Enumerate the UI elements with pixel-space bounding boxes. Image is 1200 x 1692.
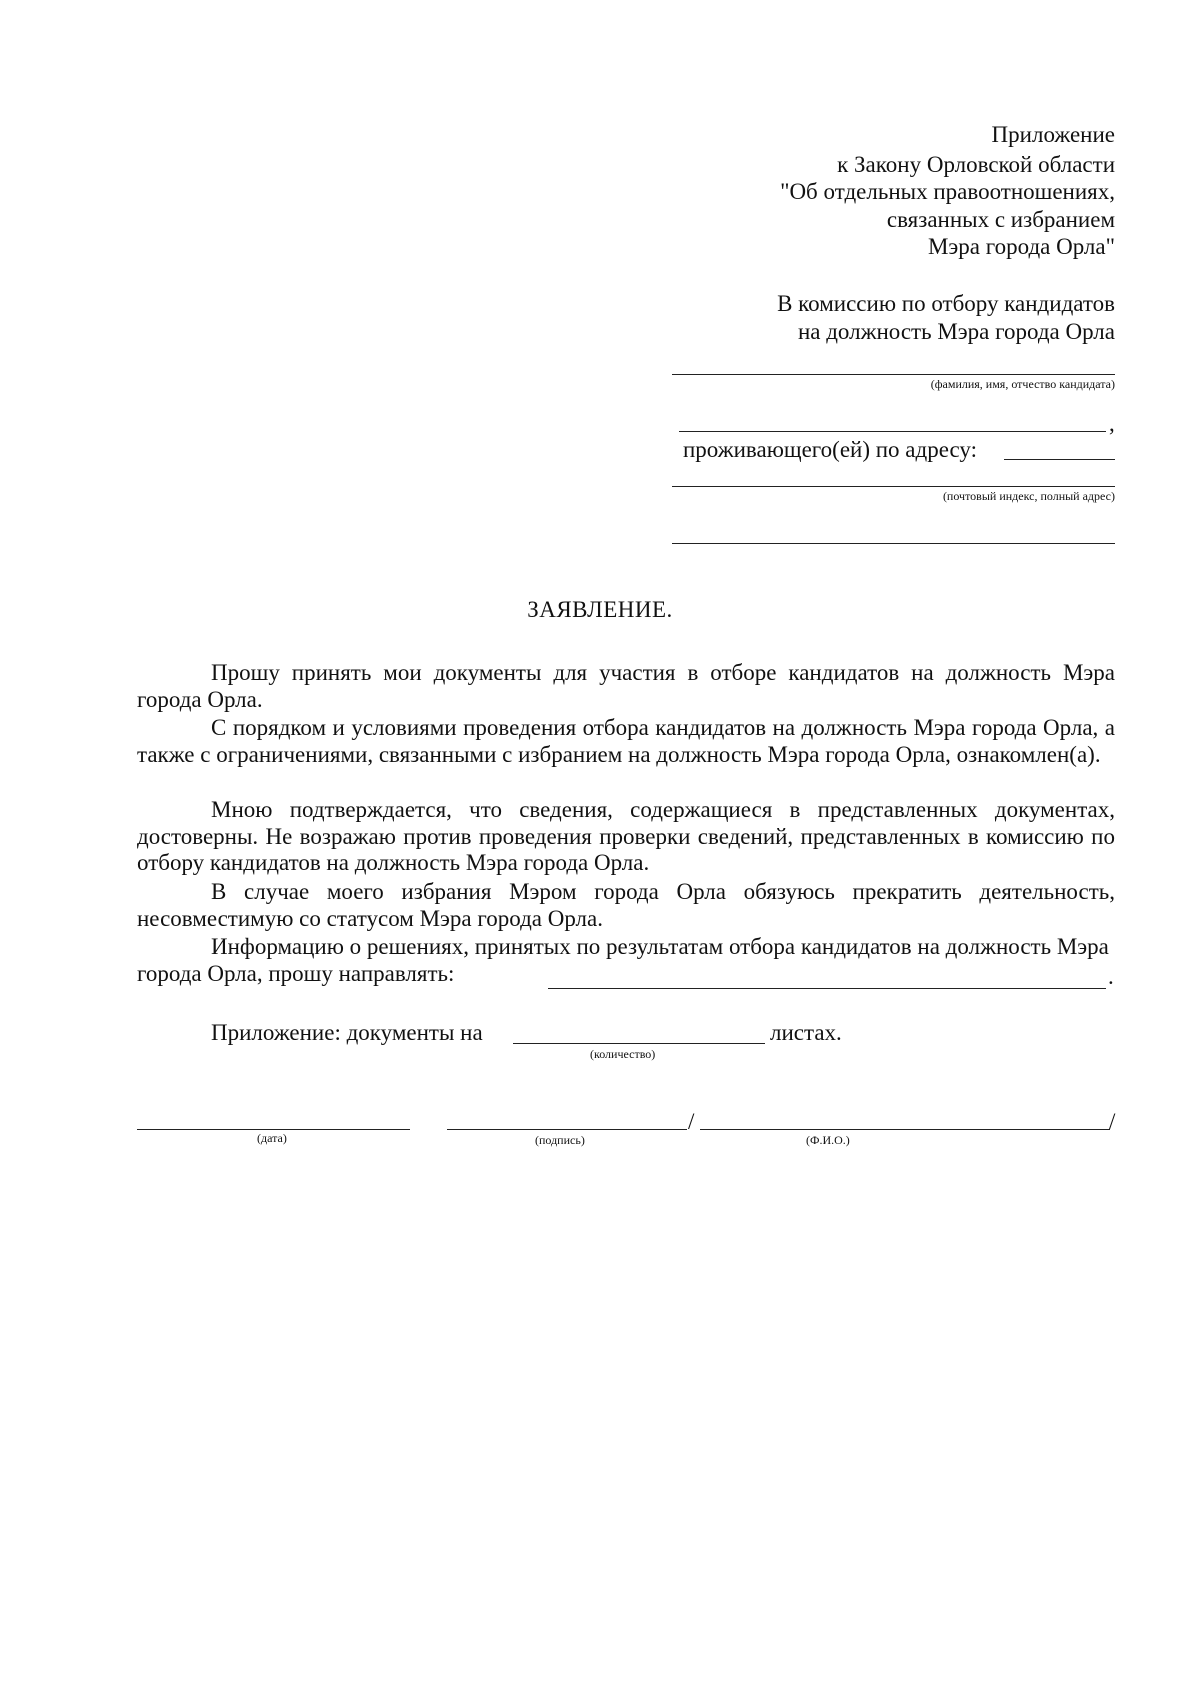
statement-title: ЗАЯВЛЕНИЕ. — [527, 597, 673, 622]
attachment-count-caption: (количество) — [590, 1047, 656, 1061]
appendix-label: Приложение — [991, 122, 1115, 147]
paragraph-4: В случае моего избрания Мэром города Орла обязуюсь прекратить деятельность, несовместимую со статусом Мэра города Орла. — [137, 879, 1115, 931]
signature-slash: / — [688, 1109, 695, 1134]
paragraph-5-end: . — [1108, 964, 1114, 989]
paragraph-5-text: Информацию о решениях, принятых по результатам отбора кандидатов на должность Мэра города Орла, прошу направлять: — [137, 934, 1109, 986]
residing-label: проживающего(ей) по адресу: — [683, 437, 977, 462]
paragraph-3: Мною подтверждается, что сведения, содержащиеся в представленных документах, достоверны. Не возражаю против проведения проверки сведений, представленных в комиссию по отбору кандидатов на должность Мэра города Орла. — [137, 797, 1115, 875]
candidate-name-field[interactable] — [672, 374, 1115, 375]
fio-caption: (Ф.И.О.) — [806, 1133, 850, 1147]
addressee-line-1: В комиссию по отбору кандидатов — [777, 291, 1115, 316]
attachment-label: Приложение: документы на — [211, 1020, 483, 1045]
date-caption: (дата) — [257, 1131, 287, 1145]
attachment-count-field[interactable] — [513, 1043, 765, 1044]
appendix-law-title-2: связанных с избранием — [886, 207, 1115, 232]
fio-field[interactable] — [700, 1129, 1110, 1130]
appendix-law-title-3: Мэра города Орла" — [927, 234, 1115, 259]
comma-mark: , — [1109, 411, 1115, 436]
candidate-name-caption: (фамилия, имя, отчество кандидата) — [930, 377, 1115, 391]
date-field[interactable] — [137, 1129, 410, 1130]
notification-address-field[interactable] — [548, 988, 1106, 989]
fio-slash: / — [1109, 1109, 1116, 1134]
candidate-name-field-2[interactable] — [679, 431, 1106, 432]
paragraph-5 — [137, 934, 1115, 987]
addressee-line-2: на должность Мэра города Орла — [797, 319, 1115, 344]
appendix-law-title-1: "Об отдельных правоотношениях, — [780, 179, 1115, 204]
paragraph-1: Прошу принять мои документы для участия в отборе кандидатов на должность Мэра города Орла. — [137, 660, 1115, 712]
appendix-law-line: к Закону Орловской области — [837, 152, 1115, 177]
paragraph-2: С порядком и условиями проведения отбора кандидатов на должность Мэра города Орла, а также с ограничениями, связанными с избранием на должность Мэра города Орла, ознакомлен(а). — [137, 715, 1115, 767]
address-field-3[interactable] — [672, 543, 1115, 544]
signature-caption: (подпись) — [535, 1133, 585, 1147]
address-field-1[interactable] — [1004, 459, 1115, 460]
address-caption: (почтовый индекс, полный адрес) — [942, 489, 1115, 503]
signature-field[interactable] — [447, 1129, 687, 1130]
address-field-2[interactable] — [672, 486, 1115, 487]
attachment-suffix: листах. — [770, 1020, 842, 1045]
